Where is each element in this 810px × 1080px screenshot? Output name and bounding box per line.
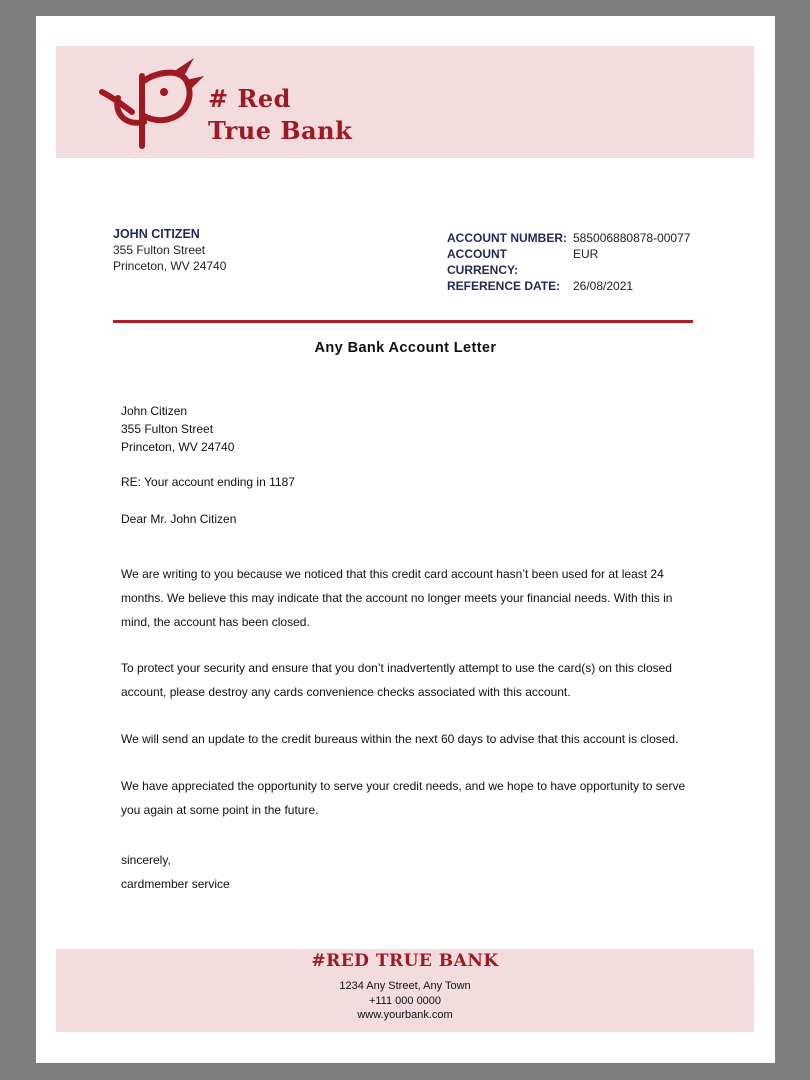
bank-name-line2: True Bank <box>208 116 353 145</box>
account-currency-row <box>447 246 690 278</box>
account-number-value: 585006880878-00077 <box>573 231 691 245</box>
footer-website[interactable]: www.yourbank.com <box>357 1009 453 1021</box>
customer-street: 355 Fulton Street <box>113 243 206 257</box>
letterhead <box>56 46 754 158</box>
footer <box>56 949 754 1032</box>
signature: cardmember service <box>121 877 230 891</box>
closing: sincerely, <box>121 853 171 867</box>
footer-contact <box>56 979 754 1023</box>
reference-date-row <box>447 278 690 294</box>
recipient-street: 355 Fulton Street <box>121 422 214 436</box>
recipient-address <box>121 402 696 456</box>
customer-city: Princeton, WV 24740 <box>113 259 227 273</box>
account-currency-label: ACCOUNT CURRENCY: <box>447 247 519 277</box>
paragraph-2: To protect your security and ensure that you don’t inadvertently attempt to use the card(s) on this closed account, please destroy any cards convenience checks associated with this account. <box>121 661 672 699</box>
footer-bank-name: #RED TRUE BANK <box>311 951 499 971</box>
recipient-city: Princeton, WV 24740 <box>121 440 235 454</box>
bank-name-line1: # Red <box>208 84 291 113</box>
footer-address: 1234 Any Street, Any Town <box>339 980 471 992</box>
account-number-label: ACCOUNT NUMBER: <box>447 231 567 245</box>
paragraph-1: We are writing to you because we noticed that this credit card account hasn’t been used for at least 24 months. We believe this may indicate that the account no longer meets your financial needs. With this in mind, the account has been closed. <box>121 567 673 629</box>
customer-name: JOHN CITIZEN <box>113 227 200 241</box>
closing-block <box>121 848 696 896</box>
letter-title: Any Bank Account Letter <box>314 340 497 356</box>
footer-phone: +111 000 0000 <box>368 994 442 1007</box>
letter-page <box>36 16 775 1063</box>
account-currency-value: EUR <box>573 247 599 261</box>
bird-logo-icon <box>96 54 208 150</box>
recipient-name: John Citizen <box>121 404 188 418</box>
reference-date-value: 26/08/2021 <box>573 279 634 293</box>
account-details <box>447 230 690 294</box>
customer-address <box>113 226 226 274</box>
paragraph-4: We have appreciated the opportunity to serve your credit needs, and we hope to have opportunity to serve you again at some point in the future. <box>121 779 686 817</box>
divider <box>113 320 693 323</box>
account-number-row <box>447 230 690 246</box>
re-line: RE: Your account ending in 1187 <box>121 475 295 489</box>
paragraph-3: We will send an update to the credit bureaus within the next 60 days to advise that this account is closed. <box>121 732 679 746</box>
greeting: Dear Mr. John Citizen <box>121 512 237 526</box>
reference-date-label: REFERENCE DATE: <box>447 279 561 293</box>
